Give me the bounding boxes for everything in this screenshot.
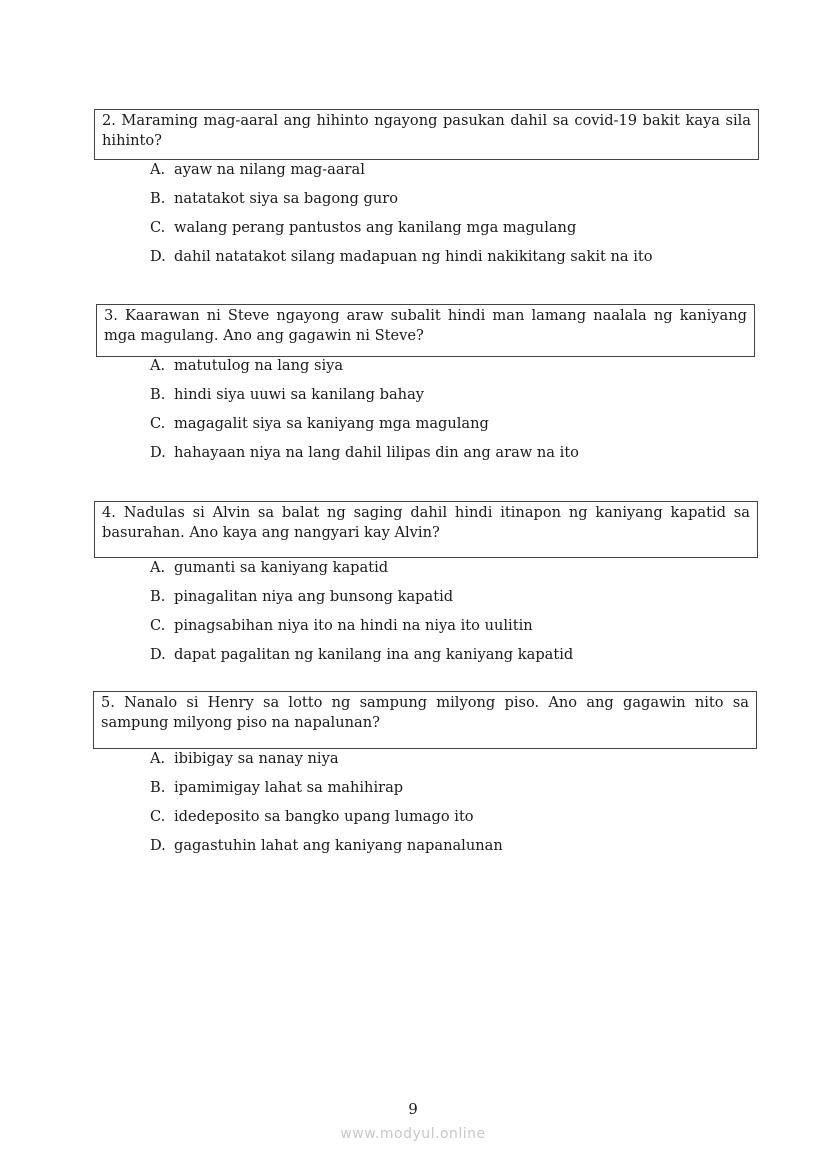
question-3-text: 3. Kaarawan ni Steve ngayong araw subalit hindi man lamang naalala ng kaniyang mga magulang. Ano ang gagawin ni Steve?	[104, 307, 747, 344]
choice-text: walang perang pantustos ang kanilang mga magulang	[174, 219, 577, 236]
question-3-choice-b[interactable]	[150, 386, 424, 404]
choice-letter: D.	[150, 646, 166, 663]
choice-text: ayaw na nilang mag-aaral	[174, 161, 365, 178]
page-number: 9	[408, 1100, 418, 1118]
question-4-choice-b[interactable]	[150, 588, 453, 606]
choice-text: gagastuhin lahat ang kaniyang napanalunan	[174, 837, 503, 854]
choice-text: ipamimigay lahat sa mahihirap	[174, 779, 404, 796]
question-2-box	[94, 109, 759, 160]
choice-text: magagalit siya sa kaniyang mga magulang	[174, 415, 489, 432]
question-2-choice-b[interactable]	[150, 190, 398, 208]
question-4-choice-c[interactable]	[150, 617, 533, 635]
choice-letter: D.	[150, 248, 166, 265]
choice-letter: B.	[150, 190, 166, 207]
question-5-choice-a[interactable]	[150, 750, 339, 768]
choice-letter: A.	[150, 161, 166, 178]
question-2-text: 2. Maraming mag-aaral ang hihinto ngayong pasukan dahil sa covid-19 bakit kaya sila hihinto?	[102, 112, 751, 149]
question-4-choice-d[interactable]	[150, 646, 573, 664]
choice-letter: D.	[150, 837, 166, 854]
choice-letter: A.	[150, 559, 166, 576]
question-5-choice-b[interactable]	[150, 779, 403, 797]
question-3-choice-c[interactable]	[150, 415, 489, 433]
question-3-choice-a[interactable]	[150, 357, 343, 375]
choice-letter: C.	[150, 617, 166, 634]
question-4-box	[94, 501, 758, 558]
question-5-choice-c[interactable]	[150, 808, 474, 826]
question-5-text: 5. Nanalo si Henry sa lotto ng sampung milyong piso. Ano ang gagawin nito sa sampung milyong piso na napalunan?	[101, 694, 749, 731]
choice-text: natatakot siya sa bagong guro	[174, 190, 398, 207]
choice-letter: B.	[150, 386, 166, 403]
choice-text: pinagsabihan niya ito na hindi na niya ito uulitin	[174, 617, 533, 634]
choice-letter: C.	[150, 219, 166, 236]
choice-letter: C.	[150, 415, 166, 432]
choice-text: idedeposito sa bangko upang lumago ito	[174, 808, 474, 825]
question-5-choice-d[interactable]	[150, 837, 503, 855]
choice-text: hahayaan niya na lang dahil lilipas din ang araw na ito	[174, 444, 579, 461]
watermark-text: www.modyul.online	[340, 1126, 486, 1142]
choice-letter: A.	[150, 357, 166, 374]
question-4-choice-a[interactable]	[150, 559, 388, 577]
choice-letter: A.	[150, 750, 166, 767]
question-2-choice-d[interactable]	[150, 248, 653, 266]
question-4-text: 4. Nadulas si Alvin sa balat ng saging dahil hindi itinapon ng kaniyang kapatid sa basurahan. Ano kaya ang nangyari kay Alvin?	[102, 504, 750, 541]
choice-letter: D.	[150, 444, 166, 461]
choice-text: hindi siya uuwi sa kanilang bahay	[174, 386, 425, 403]
choice-text: matutulog na lang siya	[174, 357, 344, 374]
choice-text: pinagalitan niya ang bunsong kapatid	[174, 588, 454, 605]
choice-text: ibibigay sa nanay niya	[174, 750, 339, 767]
question-3-box	[96, 304, 755, 357]
question-2-choice-a[interactable]	[150, 161, 365, 179]
choice-text: dahil natatakot silang madapuan ng hindi nakikitang sakit na ito	[174, 248, 653, 265]
question-2-choice-c[interactable]	[150, 219, 576, 237]
choice-letter: B.	[150, 779, 166, 796]
choice-letter: B.	[150, 588, 166, 605]
question-3-choice-d[interactable]	[150, 444, 579, 462]
question-5-box	[93, 691, 757, 749]
choice-text: gumanti sa kaniyang kapatid	[174, 559, 389, 576]
choice-letter: C.	[150, 808, 166, 825]
choice-text: dapat pagalitan ng kanilang ina ang kaniyang kapatid	[174, 646, 574, 663]
